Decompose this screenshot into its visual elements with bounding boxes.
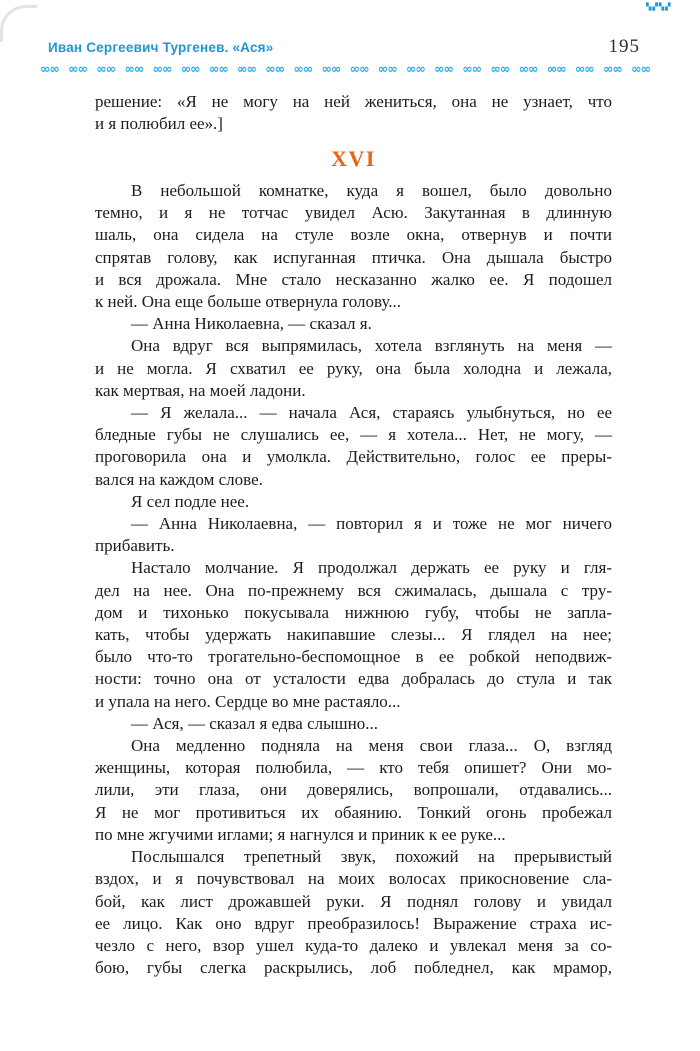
- text-line: чезло с него, взор ушел куда-то далеко и увлекал меня за со-: [95, 935, 612, 955]
- text-line: кать, чтобы удержать накипавшие слезы... Я глядел на нее;: [95, 625, 612, 645]
- text-line: лили, эти глаза, они доверялись, вопрошали, отдавались...: [95, 780, 612, 800]
- chain-ornament-divider: ∞∞ ∞∞ ∞∞ ∞∞ ∞∞ ∞∞ ∞∞ ∞∞ ∞∞ ∞∞ ∞∞ ∞∞ ∞∞ ∞∞ ∞∞ ∞∞ ∞∞ ∞∞ ∞∞ ∞∞ ∞∞ ∞∞: [40, 61, 650, 76]
- text-line: вздох, и я почувствовал на моих волосах прикосновение сла-: [95, 869, 612, 889]
- opening-fragment: [95, 91, 612, 135]
- text-line: бледные губы не слушались ее, — я хотела... Нет, не могу, —: [95, 425, 612, 445]
- text-line: бой, как лист дрожавшей руки. Я поднял голову и увидал: [95, 891, 612, 911]
- text-line: спрятав голову, как испуганная птичка. Она дышала быстро: [95, 247, 612, 267]
- text-line: темно, и я не тотчас увидел Асю. Закутанная в длинную: [95, 203, 612, 223]
- text-line: и не могла. Я схватил ее руку, она была холодна и лежала,: [95, 358, 612, 378]
- text-line: В небольшой комнатке, куда я вошел, было довольно: [131, 181, 612, 200]
- text-line: дом и тихонько покусывала нижнюю губу, чтобы не запла-: [95, 602, 612, 622]
- page-body: [95, 180, 612, 979]
- text-line: Она медленно подняла на меня свои глаза... О, взгляд: [131, 736, 612, 756]
- running-title: Иван Сергеевич Тургенев. «Ася»: [48, 40, 274, 55]
- page-number: 195: [608, 36, 640, 57]
- text-line: и я полюбил ее».]: [95, 114, 223, 134]
- text-line: было что-то трогательно-беспомощное в ее робкой неподвиж-: [95, 647, 612, 667]
- text-line: — Анна Николаевна, — повторил я и тоже не мог ничего: [131, 514, 612, 534]
- text-line: дел на нее. Она по-прежнему вся сжималась, дышала с тру-: [95, 580, 612, 600]
- text-line: Я сел подле нее.: [131, 491, 250, 511]
- text-line: Настало молчание. Я продолжал держать ее руку и гля-: [131, 558, 612, 578]
- text-line: прибавить.: [95, 536, 175, 556]
- text-line: решение: «Я не могу на ней жениться, она не узнает, что: [95, 92, 612, 111]
- text-line: по мне жгучими иглами; я нагнулся и приник к ее руке...: [95, 824, 506, 844]
- text-line: Послышался трепетный звук, похожий на прерывистый: [131, 847, 612, 867]
- text-line: ее лицо. Как оно вдруг преобразилось! Выражение страха ис-: [95, 913, 612, 933]
- text-line: как мертвая, на моей ладони.: [95, 380, 306, 400]
- text-line: — Ася, — сказал я едва слышно...: [131, 713, 378, 733]
- page-header: [48, 36, 640, 58]
- text-line: — Я желала... — начала Ася, стараясь улыбнуться, но ее: [131, 403, 612, 423]
- text-line: Я не мог противиться их обаянию. Тонкий огонь пробежал: [95, 802, 612, 822]
- text-line: проговорила она и умолкла. Действительно, голос ее преры-: [95, 447, 612, 467]
- scan-corner-curve: [0, 5, 37, 42]
- text-line: шаль, она сидела на стуле возле окна, отвернув и почти: [95, 225, 612, 245]
- site-watermark-icon: ▚▞▚▞: [646, 3, 672, 11]
- text-line: женщины, которая полюбила, — кто тебя опишет? Они мо-: [95, 758, 612, 778]
- text-line: к ней. Она еще больше отвернула голову...: [95, 292, 402, 312]
- chapter-heading: XVI: [331, 146, 376, 171]
- text-line: — Анна Николаевна, — сказал я.: [131, 314, 372, 334]
- text-line: вался на каждом слове.: [95, 469, 263, 489]
- text-line: бою, губы слегка раскрылись, лоб побледнел, как мрамор,: [95, 958, 612, 978]
- text-line: и упала на него. Сердце во мне растаяло...: [95, 691, 401, 711]
- text-line: ности: точно она от усталости едва добралась до стула и так: [95, 669, 612, 689]
- text-line: и вся дрожала. Мне стало несказанно жалко ее. Я подошел: [95, 269, 612, 289]
- text-line: Она вдруг вся выпрямилась, хотела взглянуть на меня —: [131, 336, 612, 356]
